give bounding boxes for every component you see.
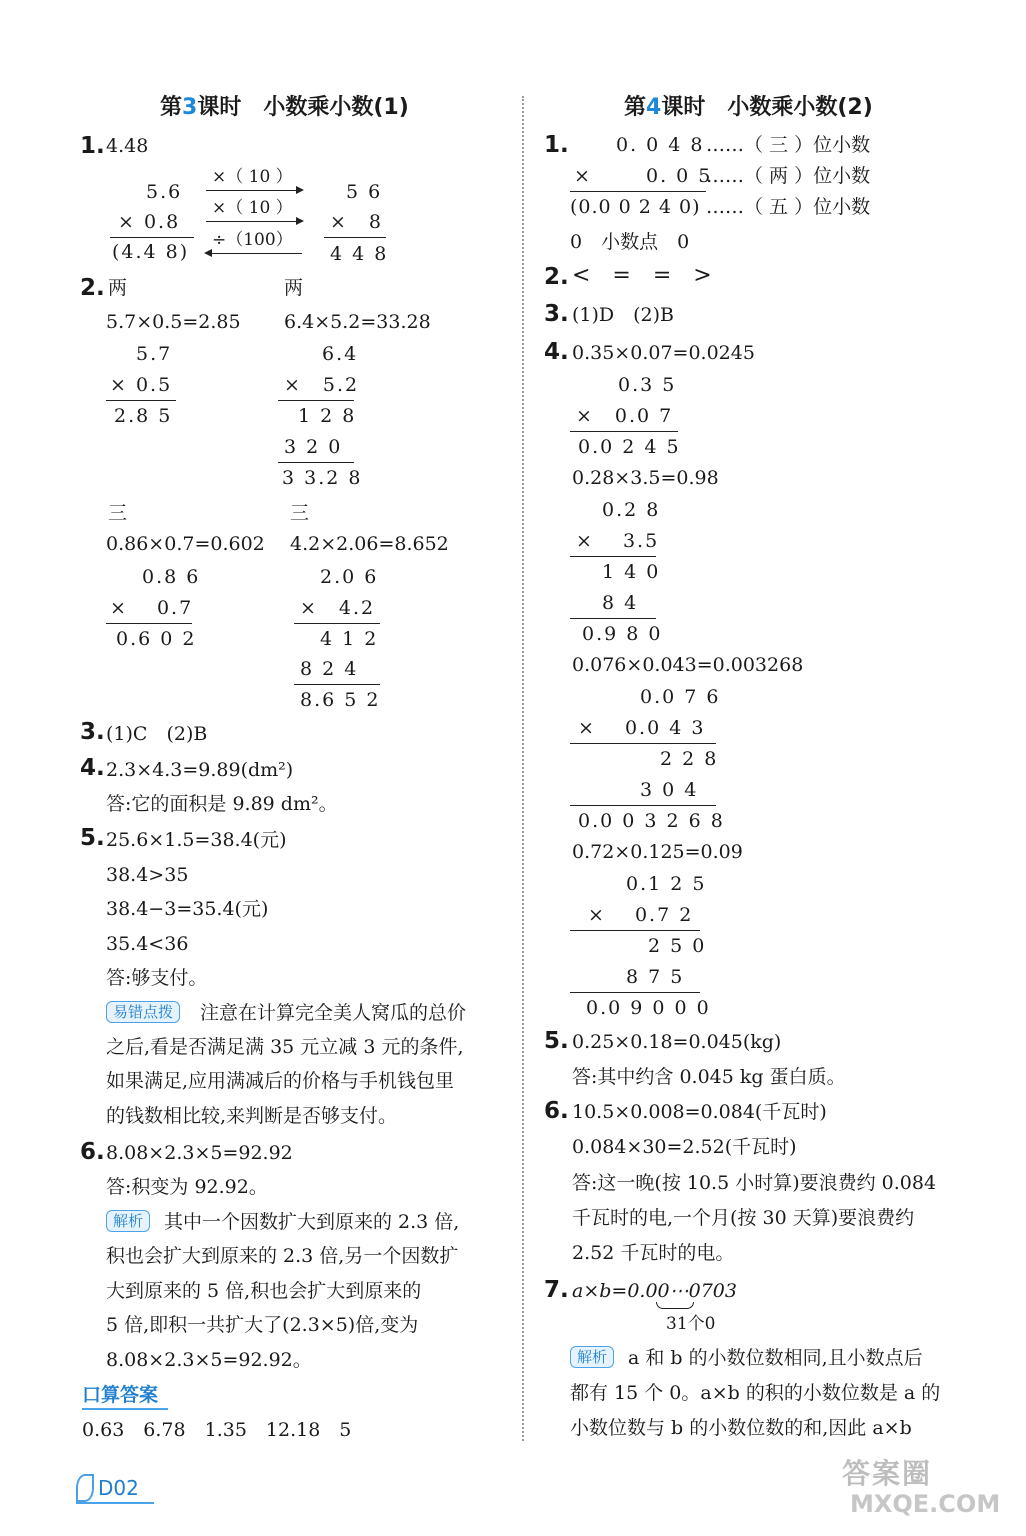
answer-text: 4.48 xyxy=(106,135,149,157)
question-number: 7. xyxy=(544,1277,569,1303)
note-text: 注意在计算完全美人窝瓜的总价 xyxy=(200,1002,467,1024)
calc-row: × 0.0 7 xyxy=(576,405,674,427)
answer-text: 两 xyxy=(108,277,128,299)
calc-row: 8 2 4 xyxy=(300,658,359,680)
equation: 0.084×30=2.52(千瓦时) xyxy=(572,1136,797,1158)
answer-text: 三 xyxy=(290,502,310,524)
calc-row: 0.6 0 2 xyxy=(116,628,197,650)
question-number: 5. xyxy=(80,825,105,851)
calc-line xyxy=(570,431,678,432)
title-underline xyxy=(82,1408,168,1410)
calc-row: 5.6 xyxy=(146,181,183,203)
equation: 0.25×0.18=0.045(kg) xyxy=(572,1031,782,1053)
calc-line xyxy=(570,992,700,993)
calc-row: 0.0 9 0 0 0 xyxy=(586,997,711,1019)
calc-line xyxy=(324,237,386,238)
underbrace xyxy=(656,1302,694,1309)
calc-row: × 0.0 4 3 xyxy=(578,717,706,739)
oral-answers-title: 口算答案 xyxy=(82,1384,159,1406)
answer-text: 答:这一晚(按 10.5 小时算)要浪费约 0.084 xyxy=(572,1172,937,1194)
answer-text: 三 xyxy=(108,502,128,524)
calc-row: 0.9 8 0 xyxy=(582,623,663,645)
calc-row: 8 7 5 xyxy=(626,966,685,988)
answer-text: 答:它的面积是 9.89 dm²。 xyxy=(106,793,338,815)
calc-row: × 3.5 xyxy=(576,530,660,552)
calc-row: 0. 0 5 xyxy=(646,165,713,187)
question-number: 4. xyxy=(80,755,105,781)
equation: 0.86×0.7=0.602 xyxy=(106,533,265,555)
equation: 4.2×2.06=8.652 xyxy=(290,533,449,555)
oral-answers-values: 0.63 6.78 1.35 12.18 5 xyxy=(82,1419,352,1441)
answer-text: (1)C (2)B xyxy=(106,723,208,745)
note-text: 都有 15 个 0。a×b 的积的小数位数是 a 的 xyxy=(570,1382,941,1404)
op-label: ÷（100） xyxy=(212,230,293,250)
equation: 2.3×4.3=9.89(dm²) xyxy=(106,759,294,781)
analysis-tag: 解析 xyxy=(570,1346,614,1368)
calc-row: × 0.8 xyxy=(118,211,181,233)
question-number: 3. xyxy=(544,301,569,327)
equation: 0.35×0.07=0.0245 xyxy=(572,342,755,364)
page-number: D02 xyxy=(98,1476,139,1500)
calc-line xyxy=(106,623,192,624)
analysis-tag: 解析 xyxy=(106,1210,150,1232)
equation: 38.4−3=35.4(元) xyxy=(106,898,269,920)
note-text: 8.08×2.3×5=92.92。 xyxy=(106,1349,312,1371)
calc-line xyxy=(570,618,656,619)
calc-line xyxy=(294,623,380,624)
watermark-url: MXQE.COM xyxy=(850,1490,1001,1518)
left-arrow xyxy=(206,253,302,254)
calc-line xyxy=(106,400,176,401)
calc-line xyxy=(570,556,656,557)
equation: a×b=0.00⋯0703 xyxy=(572,1280,737,1302)
calc-line xyxy=(570,805,716,806)
calc-row: 3 2 0 xyxy=(284,436,343,458)
calc-row: 1 2 8 xyxy=(298,405,357,427)
calc-row: 0.1 2 5 xyxy=(626,873,707,895)
note-text: a 和 b 的小数位数相同,且小数点后 xyxy=(628,1347,923,1369)
calc-row: × 0.7 xyxy=(110,597,194,619)
question-number: 2. xyxy=(80,275,105,301)
calc-row: 0.3 5 xyxy=(618,374,677,396)
calc-row: 0.8 6 xyxy=(142,566,201,588)
calc-row: 0.0 7 6 xyxy=(640,686,721,708)
right-arrow xyxy=(206,190,302,191)
calc-row: 8 4 xyxy=(602,592,639,614)
calc-row: × xyxy=(574,165,590,187)
equation: 35.4<36 xyxy=(106,933,189,955)
calc-row: 1 4 0 xyxy=(602,561,661,583)
question-number: 1. xyxy=(544,132,569,158)
answer-text: 答:够支付。 xyxy=(106,967,208,989)
equation: 0.72×0.125=0.09 xyxy=(572,841,743,863)
op-label: ×（ 10 ） xyxy=(212,167,293,187)
brace-label: 31个0 xyxy=(666,1314,716,1334)
equation: 5.7×0.5=2.85 xyxy=(106,311,241,333)
answer-text: 答:积变为 92.92。 xyxy=(106,1176,268,1198)
calc-row: × 0.7 2 xyxy=(588,904,694,926)
calc-row: (0.0 0 2 4 0) xyxy=(570,196,701,218)
answer-text: (1)D (2)B xyxy=(572,304,675,326)
page-underline xyxy=(76,1502,154,1504)
calc-line xyxy=(570,191,706,192)
equation: 6.4×5.2=33.28 xyxy=(284,311,431,333)
calc-line xyxy=(294,684,380,685)
calc-row: 2.8 5 xyxy=(114,405,173,427)
equation: 38.4>35 xyxy=(106,864,189,886)
calc-row: 0.0 2 4 5 xyxy=(578,436,681,458)
note-text: 小数位数与 b 的小数位数的和,因此 a×b xyxy=(570,1417,912,1439)
equation: 10.5×0.008=0.084(千瓦时) xyxy=(572,1101,827,1123)
calc-row: × 5.2 xyxy=(284,374,360,396)
calc-row: 4 1 2 xyxy=(320,628,379,650)
calc-row: 5 6 xyxy=(346,181,383,203)
calc-row: 3 0 4 xyxy=(640,779,699,801)
lesson-4-title: 第4课时 小数乘小数(2) xyxy=(624,95,873,120)
note-text: 5 倍,即积一共扩大了(2.3×5)倍,变为 xyxy=(106,1314,419,1336)
calc-line xyxy=(278,462,354,463)
question-number: 5. xyxy=(544,1028,569,1054)
right-arrow xyxy=(206,221,302,222)
calc-row: 2 5 0 xyxy=(648,935,707,957)
right-column xyxy=(524,0,1026,1536)
answer-text: 两 xyxy=(284,277,304,299)
calc-row: 8.6 5 2 xyxy=(300,689,381,711)
calc-row: 3 3.2 8 xyxy=(282,467,363,489)
calc-row: (4.4 8) xyxy=(112,241,190,263)
question-number: 6. xyxy=(80,1139,105,1165)
answer-text: 2.52 千瓦时的电。 xyxy=(572,1242,735,1264)
calc-row: 0. 0 4 8 xyxy=(616,134,705,156)
equation: 0.076×0.043=0.003268 xyxy=(572,654,804,676)
calc-line xyxy=(278,400,354,401)
calc-row: 0.2 8 xyxy=(602,499,661,521)
lesson-3-title: 第3课时 小数乘小数(1) xyxy=(160,95,409,120)
note-text: 积也会扩大到原来的 2.3 倍,另一个因数扩 xyxy=(106,1245,459,1267)
calc-row: 0.0 0 3 2 6 8 xyxy=(578,810,725,832)
digit-note: ……（ 三 ）位小数 xyxy=(706,134,871,156)
question-number: 2. xyxy=(544,264,569,290)
digit-note: ……（ 五 ）位小数 xyxy=(706,196,871,218)
equation: 8.08×2.3×5=92.92 xyxy=(106,1142,293,1164)
calc-row: × 8 xyxy=(330,211,384,233)
note-text: 之后,看是否满足满 35 元立减 3 元的条件, xyxy=(106,1036,464,1058)
calc-row: 6.4 xyxy=(322,343,359,365)
digit-note: ……（ 两 ）位小数 xyxy=(706,165,871,187)
question-number: 6. xyxy=(544,1098,569,1124)
calc-row: × 4.2 xyxy=(300,597,376,619)
equation: 25.6×1.5=38.4(元) xyxy=(106,829,287,851)
calc-row: 4 4 8 xyxy=(330,243,389,265)
calc-line xyxy=(110,237,194,238)
answer-text: 答:其中约含 0.045 kg 蛋白质。 xyxy=(572,1066,846,1088)
answer-text: 千瓦时的电,一个月(按 30 天算)要浪费约 xyxy=(572,1207,915,1229)
calc-row: 2 2 8 xyxy=(660,748,719,770)
answer-text: 0 小数点 0 xyxy=(570,231,690,253)
answer-text: < = = > xyxy=(572,263,712,288)
note-text: 如果满足,应用满减后的价格与手机钱包里 xyxy=(106,1070,455,1092)
calc-row: × 0.5 xyxy=(110,374,173,396)
question-number: 4. xyxy=(544,339,569,365)
note-text: 其中一个因数扩大到原来的 2.3 倍, xyxy=(164,1211,460,1233)
leaf-icon xyxy=(76,1474,94,1502)
equation: 0.28×3.5=0.98 xyxy=(572,467,719,489)
note-text: 大到原来的 5 倍,积也会扩大到原来的 xyxy=(106,1280,422,1302)
tip-tag: 易错点拨 xyxy=(106,1001,180,1023)
question-number: 3. xyxy=(80,719,105,745)
watermark-logo: 答案圈 xyxy=(842,1457,933,1490)
calc-line xyxy=(570,743,716,744)
calc-row: 2.0 6 xyxy=(320,566,379,588)
question-number: 1. xyxy=(80,133,105,159)
calc-row: 5.7 xyxy=(136,343,173,365)
op-label: ×（ 10 ） xyxy=(212,198,293,218)
calc-line xyxy=(570,930,700,931)
note-text: 的钱数相比较,来判断是否够支付。 xyxy=(106,1105,398,1127)
